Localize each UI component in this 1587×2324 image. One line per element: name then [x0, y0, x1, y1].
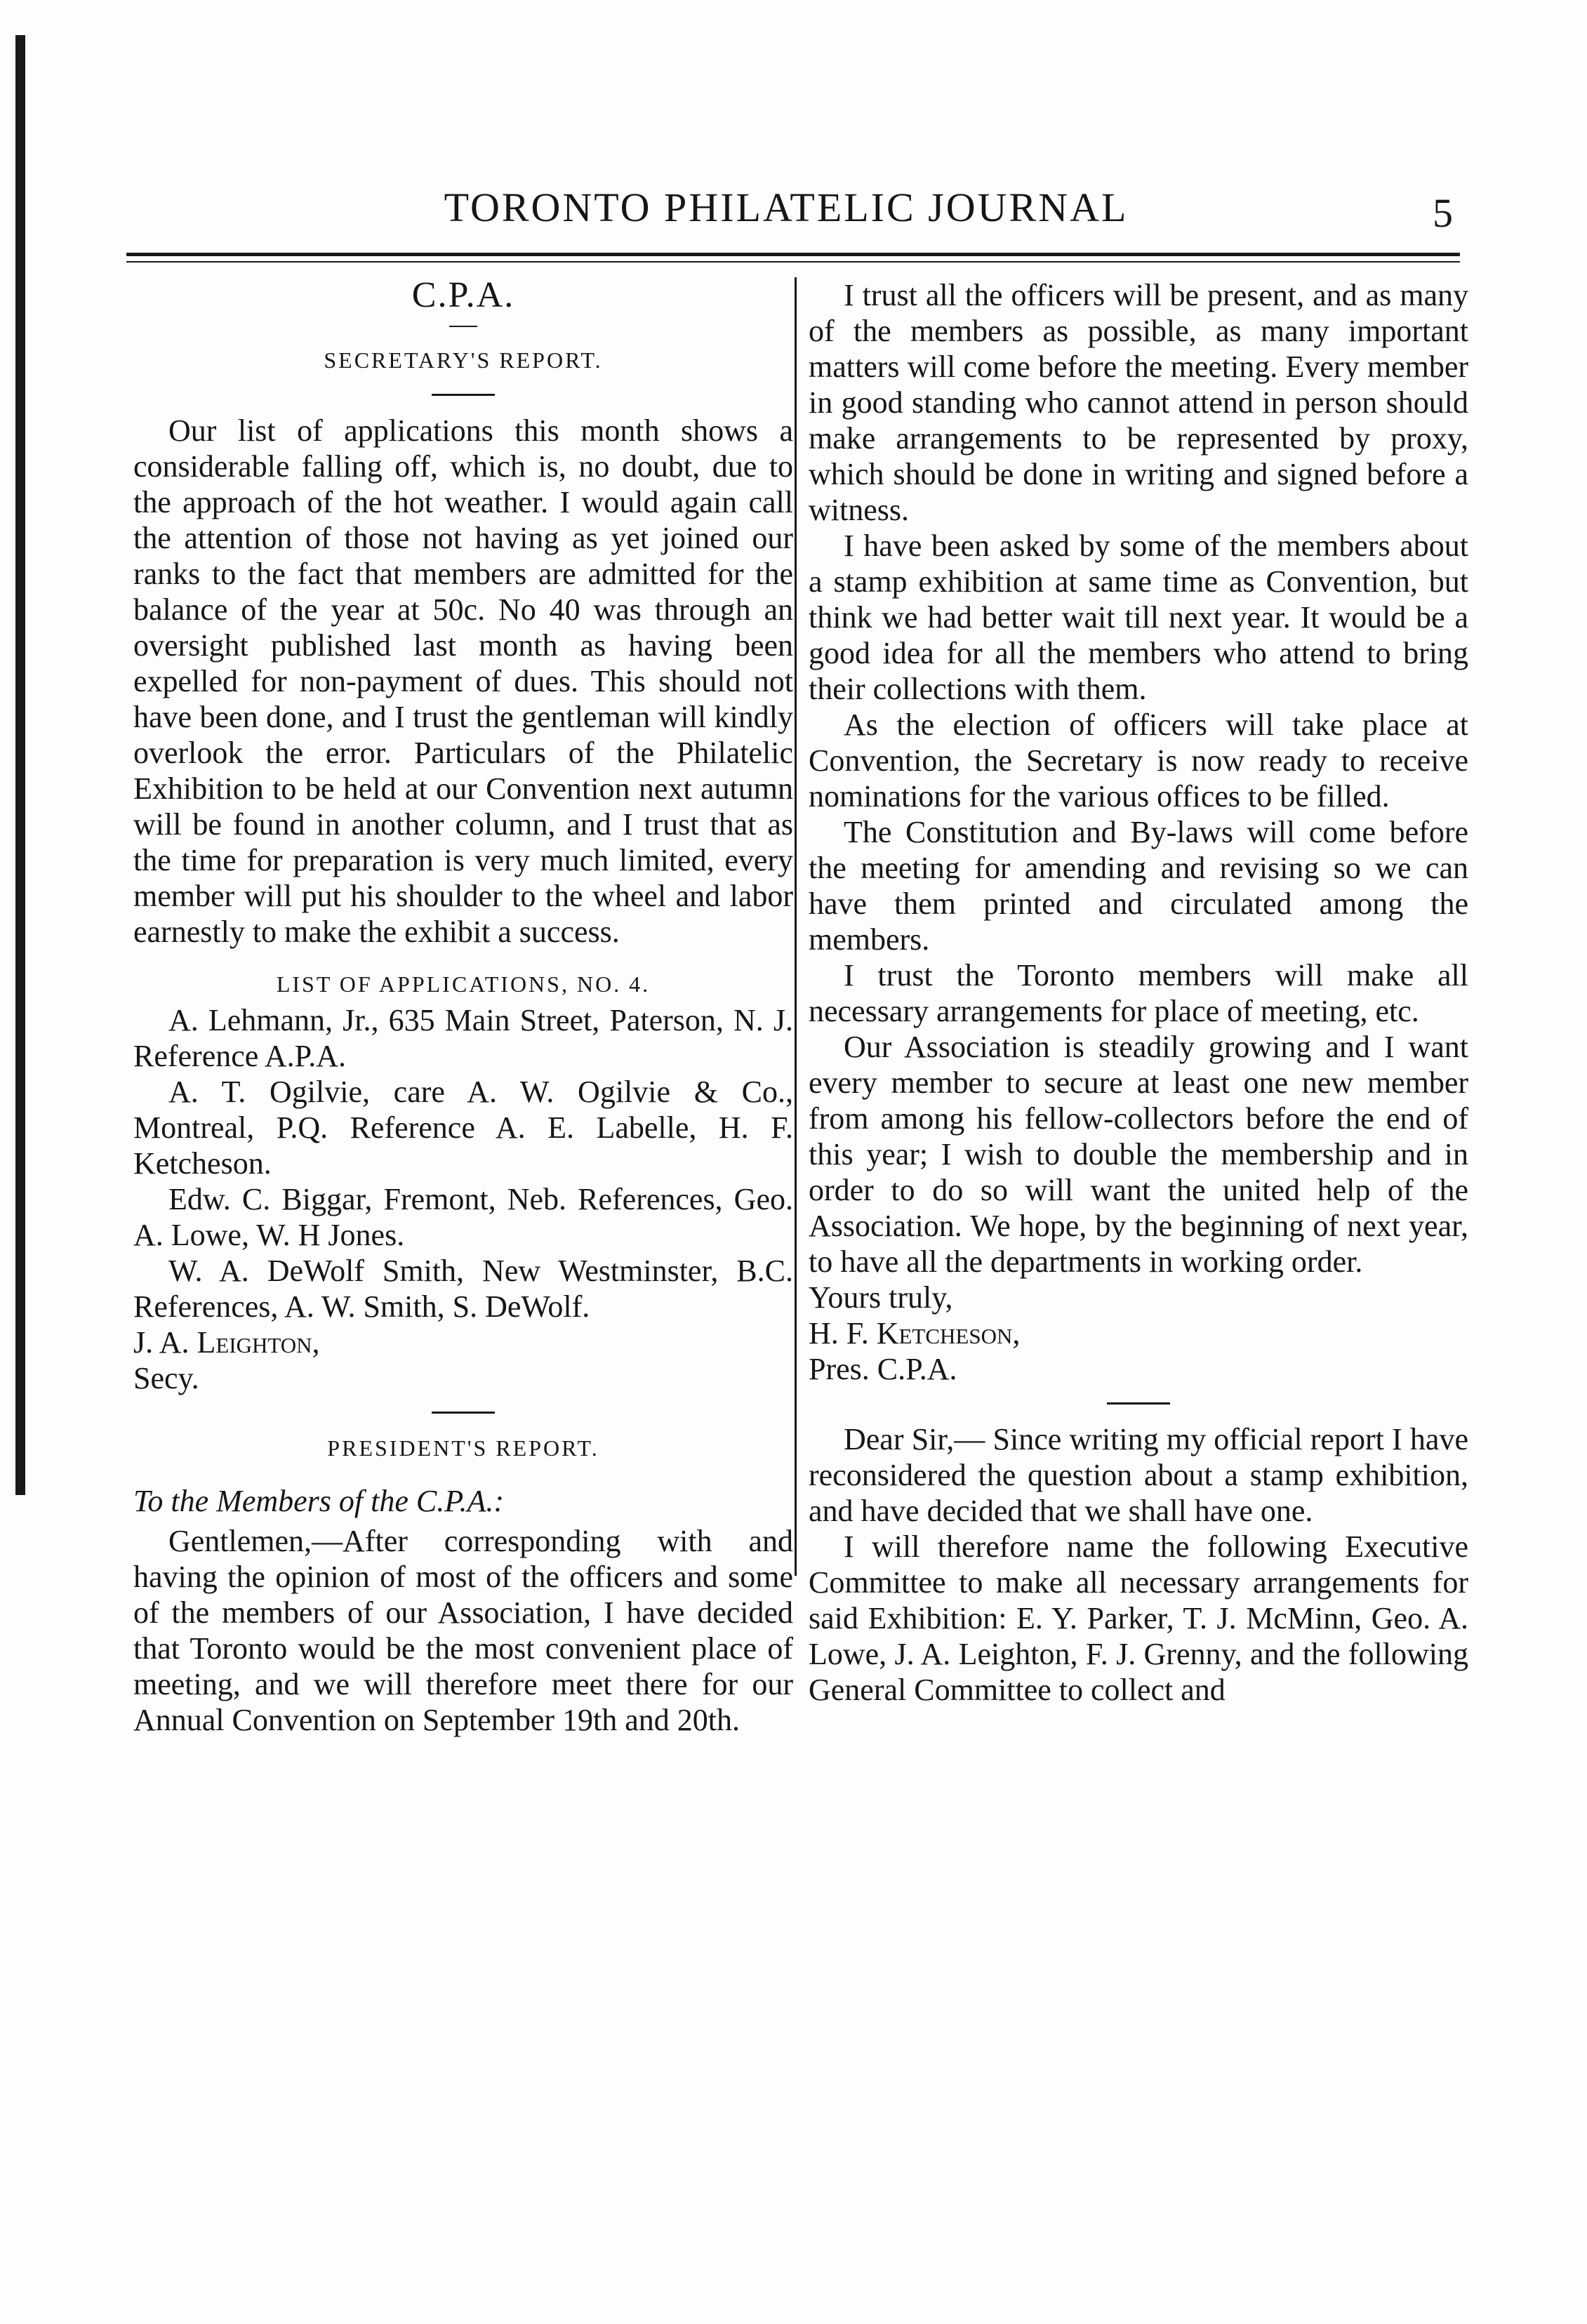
header-rule-thin — [126, 261, 1460, 263]
secretary-signature-name: J. A. Leighton, — [133, 1325, 320, 1360]
page-header — [126, 184, 1460, 247]
president-signature-title: Pres. C.P.A. — [809, 1352, 957, 1386]
page-number: 5 — [1433, 190, 1453, 236]
president-report-address: To the Members of the C.P.A.: — [133, 1484, 504, 1518]
divider-dash — [432, 394, 495, 396]
journal-title: TORONTO PHILATELIC JOURNAL — [444, 185, 1129, 230]
divider-dash — [1107, 1402, 1170, 1405]
secretary-signature-title: Secy. — [133, 1361, 199, 1395]
application-entry: Edw. C. Biggar, Fremont, Neb. References, Geo. A. Lowe, W. H Jones. — [133, 1182, 793, 1252]
binding-edge — [15, 35, 25, 1495]
right-column — [809, 277, 1468, 1708]
president-paragraph: As the election of officers will take place at Convention, the Secretary is now ready to receive nominations for the various offices to be filled. — [809, 708, 1468, 814]
column-divider — [795, 277, 797, 1576]
president-report-text: Gentlemen,—After corresponding with and having the opinion of most of the officers and some of the members of our Association, I have decided that Toronto would be the most convenient place of meeting, and we will therefore meet there for our Annual Convention on September 19th and 20th. — [133, 1524, 793, 1737]
president-paragraph: I trust all the officers will be present, and as many of the members as possible, as many important matters will come before the meeting. Every member in good standing who cannot attend in person should make arrangements to be represented by proxy, which should be done in writing and signed before a witness. — [809, 278, 1468, 527]
application-entry: A. Lehmann, Jr., 635 Main Street, Paterson, N. J. Reference A.P.A. — [133, 1003, 793, 1073]
applications-heading: LIST OF APPLICATIONS, NO. 4. — [276, 971, 651, 997]
president-paragraph: The Constitution and By-laws will come before the meeting for amending and revising so we can have them printed and circulated among the members. — [809, 815, 1468, 957]
divider-dash — [449, 326, 477, 327]
left-column — [133, 277, 793, 1738]
application-entry: W. A. DeWolf Smith, New Westminster, B.C. References, A. W. Smith, S. DeWolf. — [133, 1254, 793, 1324]
secretary-report-heading: SECRETARY'S REPORT. — [324, 347, 603, 373]
dear-sir-paragraph: Dear Sir,— Since writing my official report I have reconsidered the question about a stamp exhibition, and have decided that we shall have one. — [809, 1422, 1468, 1528]
committee-paragraph: I will therefore name the following Executive Committee to make all necessary arrangements for said Exhibition: E. Y. Parker, T. J. McMinn, Geo. A. Lowe, J. A. Leighton, F. J. Grenny, and the following General Committee to collect and — [809, 1529, 1468, 1707]
president-paragraph: Our Association is steadily growing and I want every member to secure at least one new member from among his fellow-collectors before the end of this year; I wish to double the membership and in order to do so will want the united help of the Association. We hope, by the beginning of next year, to have all the departments in working order. — [809, 1030, 1468, 1279]
application-entry: A. T. Ogilvie, care A. W. Ogilvie & Co., Montreal, P.Q. Reference A. E. Labelle, H. F. Ketcheson. — [133, 1075, 793, 1181]
header-rule-thick — [126, 253, 1460, 256]
secretary-report-text: Our list of applications this month shows a considerable falling off, which is, no doubt, due to the approach of the hot weather. I would again call the attention of those not having as yet joined our ranks to the fact that members are admitted for the balance of the year at 50c. No 40 was through an oversight published last month as having been expelled for non-payment of dues. This should not have been done, and I trust the gentleman will kindly overlook the error. Particulars of the Philatelic Exhibition to be held at our Convention next autumn will be found in another column, and I trust that as the time for preparation is very much limited, every member will put his shoulder to the wheel and labor earnestly to make the exhibit a success. — [133, 413, 793, 949]
divider-dash — [432, 1412, 495, 1414]
president-report-heading: PRESIDENT'S REPORT. — [327, 1435, 599, 1461]
president-paragraph: I trust the Toronto members will make all necessary arrangements for place of meeting, etc. — [809, 958, 1468, 1028]
closing-line: Yours truly, — [809, 1280, 953, 1315]
president-signature-name: H. F. Ketcheson, — [809, 1316, 1021, 1350]
president-paragraph: I have been asked by some of the members about a stamp exhibition at same time as Convention, but think we had better wait till next year. It would be a good idea for all the members who attend to bring their collections with them. — [809, 529, 1468, 706]
cpa-heading: C.P.A. — [411, 275, 515, 315]
